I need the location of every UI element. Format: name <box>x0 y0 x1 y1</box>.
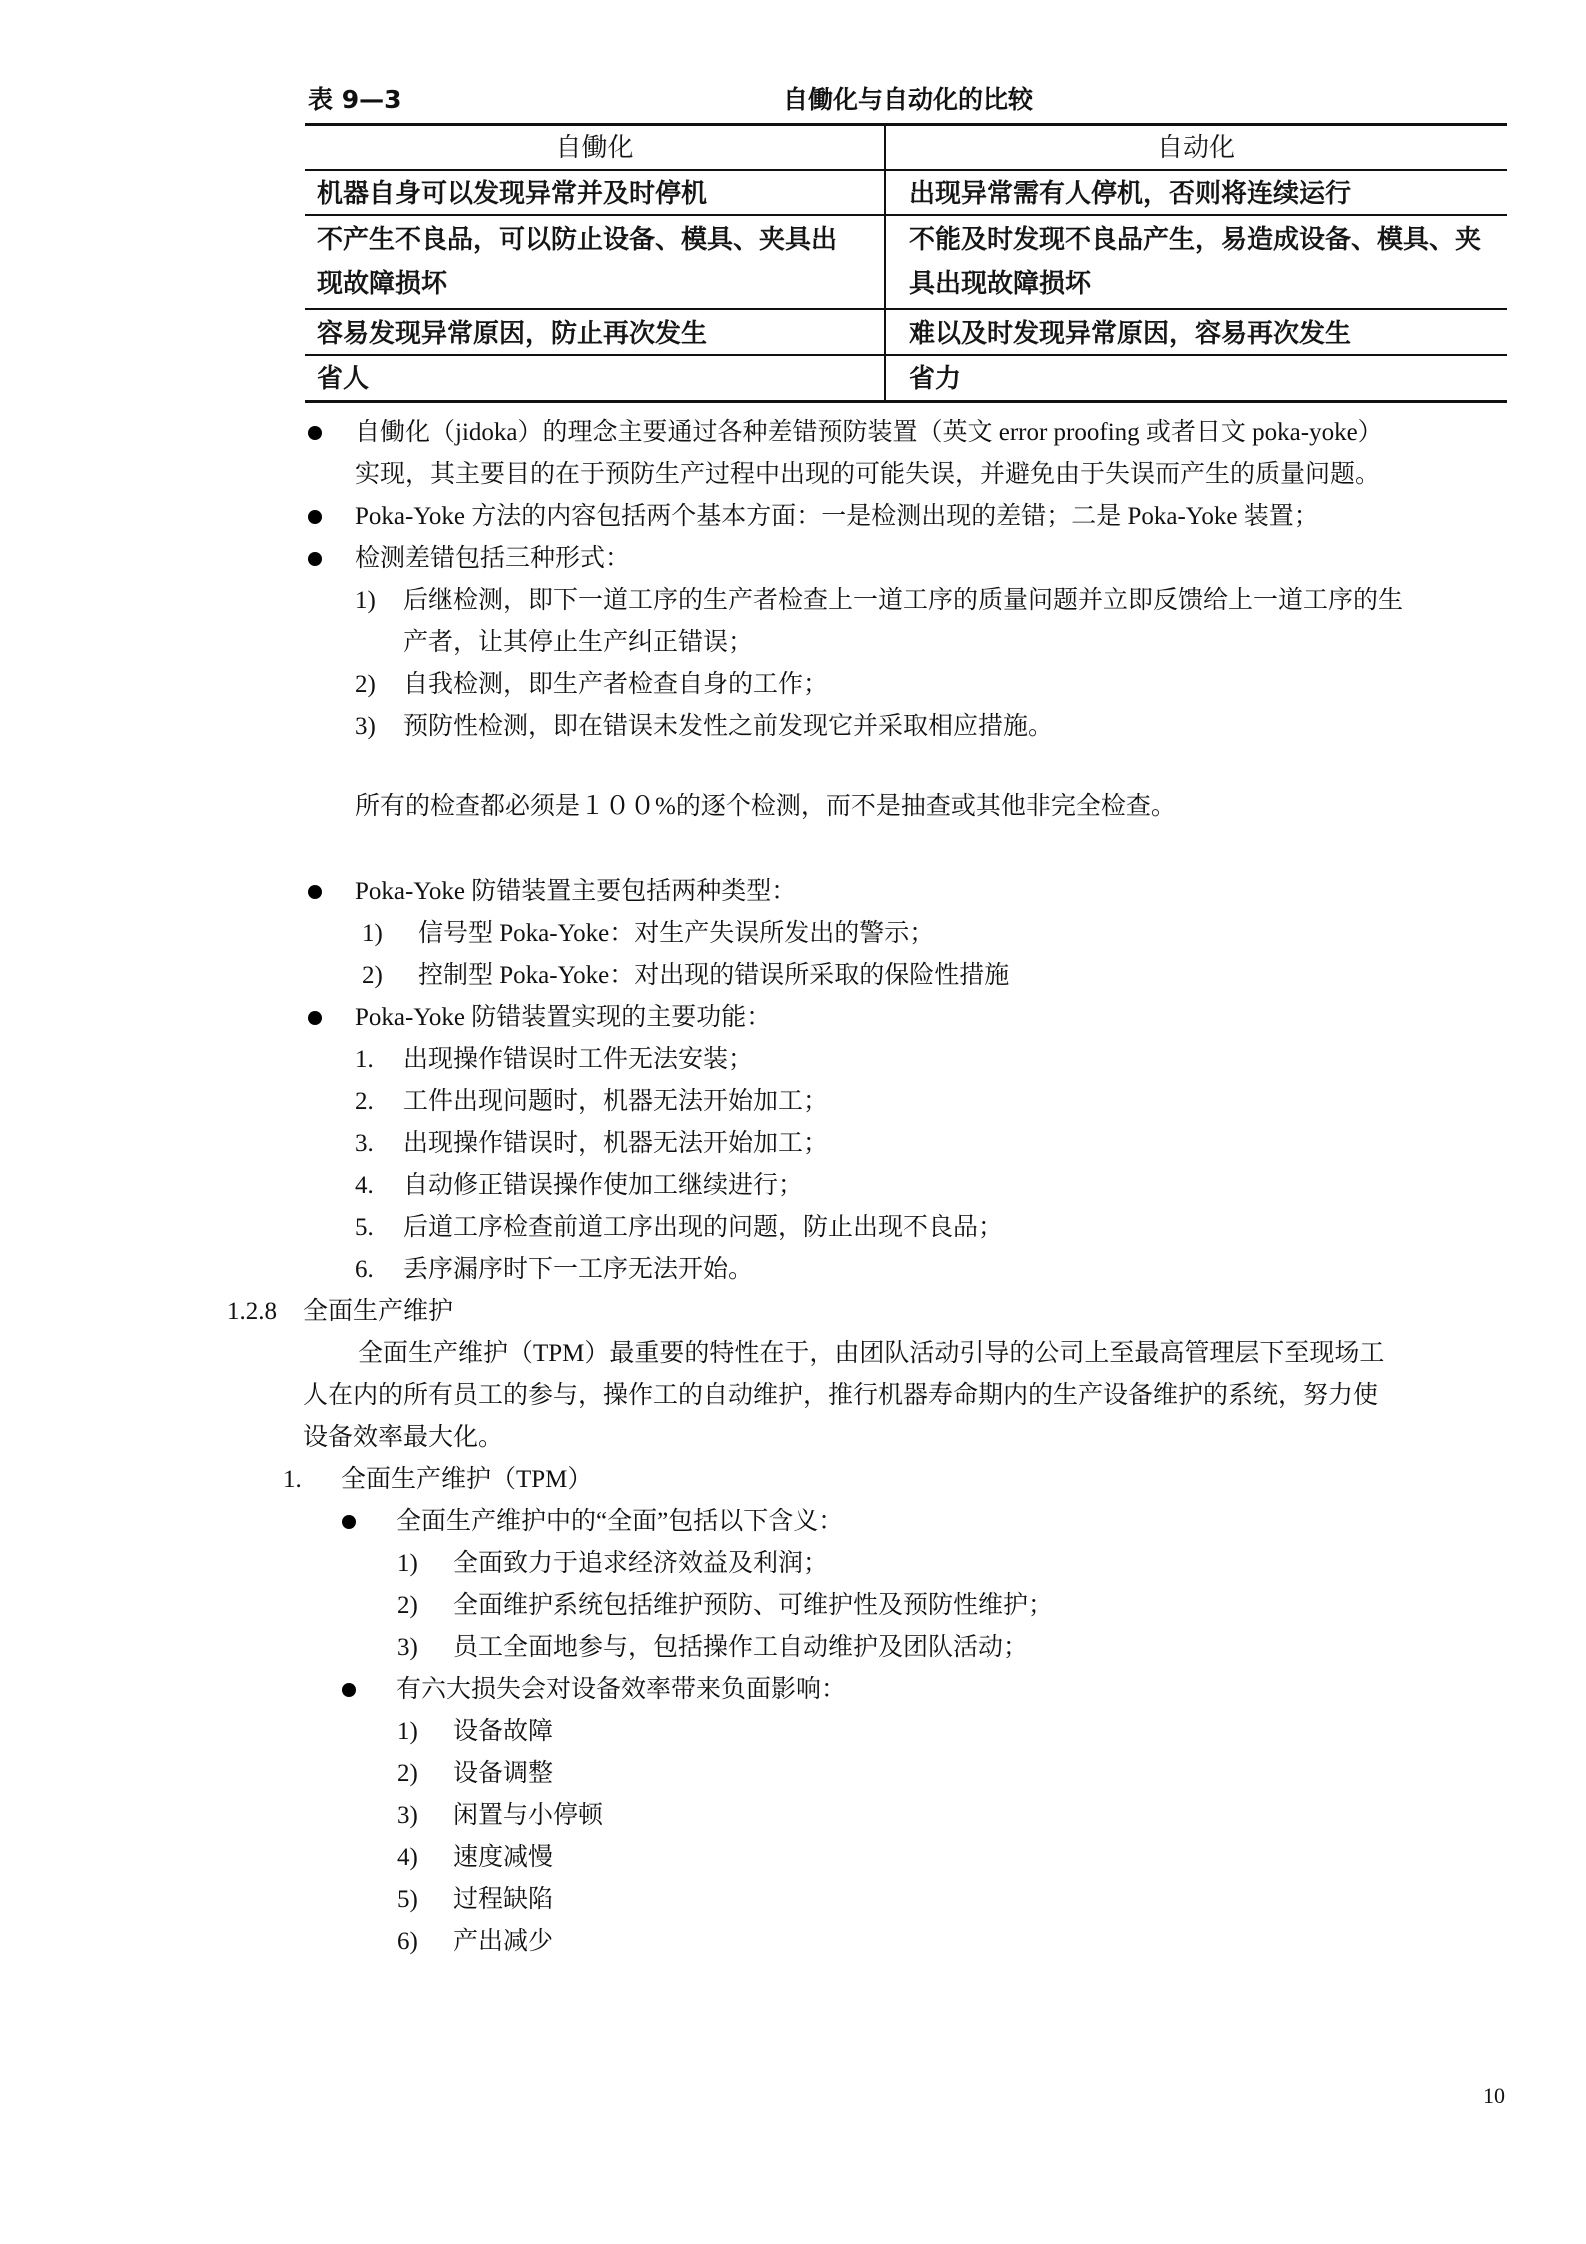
list-number: 1) <box>362 920 383 947</box>
full-inspection-note: 所有的检查都必须是１００%的逐个检测，而不是抽查或其他非完全检查。 <box>355 793 1176 820</box>
list-item: 产者，让其停止生产纠正错误； <box>403 629 754 656</box>
list-item: 后道工序检查前道工序出现的问题，防止出现不良品； <box>403 1214 1004 1241</box>
table-bottom-rule <box>305 400 1507 403</box>
list-item: 全面致力于追求经济效益及利润； <box>453 1550 829 1577</box>
list-item: 出现操作错误时工件无法安装； <box>403 1046 754 1073</box>
bullet-icon <box>308 1011 322 1025</box>
list-number: 3. <box>355 1130 374 1157</box>
list-number: 1) <box>397 1718 418 1745</box>
table-cell: 不能及时发现不良品产生，易造成设备、模具、夹 <box>909 225 1482 255</box>
list-number: 2) <box>355 671 376 698</box>
list-item: 全面维护系统包括维护预防、可维护性及预防性维护； <box>453 1592 1054 1619</box>
paragraph-line: Poka-Yoke 防错装置主要包括两种类型： <box>355 878 797 905</box>
paragraph-line: 设备效率最大化。 <box>303 1424 504 1451</box>
list-number: 1) <box>355 587 376 614</box>
table-cell: 省人 <box>317 364 370 394</box>
list-item: 产出减少 <box>453 1928 554 1955</box>
table-header-jidoka: 自働化 <box>555 133 634 163</box>
list-item: 信号型 Poka-Yoke：对生产失误所发出的警示； <box>418 920 935 947</box>
table-cell: 难以及时发现异常原因，容易再次发生 <box>909 319 1352 349</box>
list-item: 闲置与小停顿 <box>453 1802 604 1829</box>
table-cell: 机器自身可以发现异常并及时停机 <box>317 179 708 209</box>
list-number: 4. <box>355 1172 374 1199</box>
list-number: 2) <box>362 962 383 989</box>
list-number: 5. <box>355 1214 374 1241</box>
table-cell: 具出现故障损坏 <box>909 269 1092 299</box>
list-number: 1. <box>355 1046 374 1073</box>
list-item: 速度减慢 <box>453 1844 554 1871</box>
paragraph-line: 自働化（jidoka）的理念主要通过各种差错预防装置（英文 error proofing 或者日文 poka-yoke） <box>355 419 1383 446</box>
list-number: 3) <box>397 1634 418 1661</box>
section-number: 1.2.8 <box>227 1298 277 1325</box>
list-item: 控制型 Poka-Yoke：对出现的错误所采取的保险性措施 <box>418 962 1010 989</box>
table-cell: 现故障损坏 <box>317 269 448 299</box>
list-item: 自动修正错误操作使加工继续进行； <box>403 1172 804 1199</box>
table-rule <box>305 308 1507 310</box>
table-cell: 出现异常需有人停机，否则将连续运行 <box>909 179 1352 209</box>
table-title: 自働化与自动化的比较 <box>783 85 1034 114</box>
list-item: 后继检测，即下一道工序的生产者检查上一道工序的质量问题并立即反馈给上一道工序的生 <box>403 587 1404 614</box>
table-number: 表 9—3 <box>308 85 402 114</box>
list-number: 2) <box>397 1592 418 1619</box>
list-number: 1) <box>397 1550 418 1577</box>
paragraph-line: 检测差错包括三种形式： <box>355 545 631 572</box>
table-cell: 容易发现异常原因，防止再次发生 <box>317 319 708 349</box>
paragraph-line: Poka-Yoke 方法的内容包括两个基本方面：一是检测出现的差错；二是 Poka-Yoke 装置； <box>355 503 1319 530</box>
list-number: 6. <box>355 1256 374 1283</box>
list-item: 设备故障 <box>453 1718 554 1745</box>
paragraph-line: 全面生产维护中的“全面”包括以下含义： <box>396 1508 844 1535</box>
bullet-icon <box>308 885 322 899</box>
table-cell: 省力 <box>909 364 962 394</box>
bullet-icon <box>342 1515 356 1529</box>
list-item: 自我检测，即生产者检查自身的工作； <box>403 671 829 698</box>
table-header-automation: 自动化 <box>1156 133 1235 163</box>
subsection-title: 全面生产维护（TPM） <box>341 1466 593 1493</box>
list-number: 3) <box>397 1802 418 1829</box>
list-item: 过程缺陷 <box>453 1886 554 1913</box>
list-item: 设备调整 <box>453 1760 554 1787</box>
list-number: 4) <box>397 1844 418 1871</box>
bullet-icon <box>308 510 322 524</box>
list-item: 丢序漏序时下一工序无法开始。 <box>403 1256 754 1283</box>
list-number: 6) <box>397 1928 418 1955</box>
paragraph-line: 人在内的所有员工的参与，操作工的自动维护，推行机器寿命期内的生产设备维护的系统，努力使 <box>303 1382 1379 1409</box>
page-number: 10 <box>1483 2083 1505 2108</box>
subsection-number: 1. <box>283 1466 302 1493</box>
list-item: 员工全面地参与，包括操作工自动维护及团队活动； <box>453 1634 1029 1661</box>
bullet-icon <box>308 426 322 440</box>
list-item: 预防性检测，即在错误未发性之前发现它并采取相应措施。 <box>403 713 1054 740</box>
paragraph-line: 有六大损失会对设备效率带来负面影响： <box>396 1676 847 1703</box>
list-number: 5) <box>397 1886 418 1913</box>
list-item: 工件出现问题时，机器无法开始加工； <box>403 1088 829 1115</box>
list-number: 3) <box>355 713 376 740</box>
paragraph-line: 实现，其主要目的在于预防生产过程中出现的可能失误，并避免由于失误而产生的质量问题。 <box>355 461 1381 488</box>
table-cell: 不产生不良品，可以防止设备、模具、夹具出 <box>317 225 838 255</box>
paragraph-line: 全面生产维护（TPM）最重要的特性在于，由团队活动引导的公司上至最高管理层下至现场工 <box>358 1340 1385 1367</box>
paragraph-line: Poka-Yoke 防错装置实现的主要功能： <box>355 1004 772 1031</box>
bullet-icon <box>342 1683 356 1697</box>
bullet-icon <box>308 552 322 566</box>
list-number: 2) <box>397 1760 418 1787</box>
list-number: 2. <box>355 1088 374 1115</box>
section-title: 全面生产维护 <box>303 1298 454 1325</box>
list-item: 出现操作错误时，机器无法开始加工； <box>403 1130 829 1157</box>
